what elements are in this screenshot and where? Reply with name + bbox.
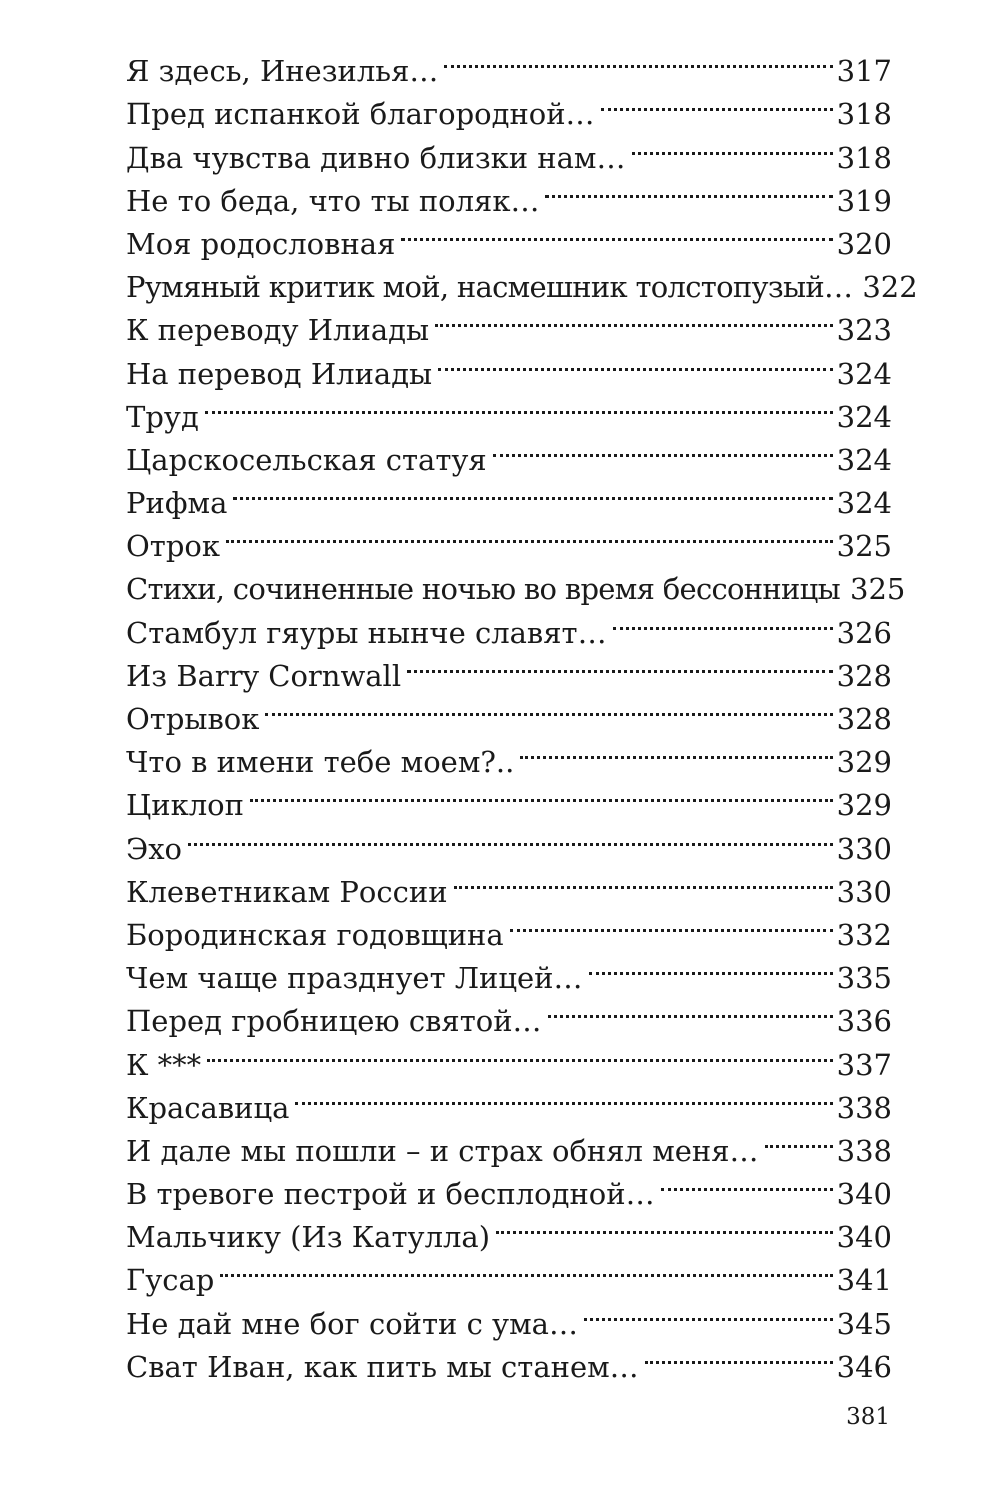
toc-entry-title: Бородинская годовщина <box>126 917 504 952</box>
dot-leader <box>265 686 832 729</box>
toc-entry-page: 335 <box>836 961 892 996</box>
toc-entry-page: 329 <box>836 788 892 823</box>
dot-leader <box>765 1118 833 1161</box>
dot-leader <box>454 859 833 902</box>
toc-entry-title: Рифма <box>126 486 228 521</box>
dot-leader <box>226 513 833 556</box>
toc-entry-title: Эхо <box>126 831 183 866</box>
dot-leader <box>407 643 833 686</box>
dot-leader <box>645 1334 833 1377</box>
toc-entry-page: 336 <box>836 1004 892 1039</box>
dot-leader <box>496 1204 833 1247</box>
dot-leader <box>548 988 833 1031</box>
dot-leader <box>207 1031 832 1074</box>
dot-leader <box>250 772 833 815</box>
toc-entry-title: Гусар <box>126 1263 215 1298</box>
dot-leader <box>632 124 833 167</box>
toc-entry <box>126 1031 892 1082</box>
toc-entry-page: 325 <box>850 572 906 607</box>
toc-entry-title: Красавица <box>126 1090 290 1125</box>
dot-leader <box>188 815 833 858</box>
toc-entry-title: К *** <box>126 1047 202 1082</box>
dot-leader <box>520 729 832 772</box>
toc-entry-page: 330 <box>836 831 892 866</box>
toc-entry-title: Клеветникам России <box>126 874 448 909</box>
toc-entry <box>126 384 892 434</box>
toc-entry-page: 337 <box>836 1047 892 1082</box>
toc-entry-title: Отрывок <box>126 702 260 736</box>
toc-entry-title: Перед гробницею святой… <box>126 1004 542 1039</box>
dot-leader <box>601 81 833 124</box>
toc-entry <box>126 1247 892 1298</box>
dot-leader <box>589 945 833 988</box>
toc-entry-page: 323 <box>836 313 892 348</box>
dot-leader <box>220 1247 832 1290</box>
toc-entry-page: 328 <box>836 702 892 736</box>
dot-leader <box>435 297 833 340</box>
dot-leader <box>401 211 832 254</box>
toc-entry-page: 338 <box>836 1090 892 1125</box>
toc-entry-title: Циклоп <box>126 788 244 823</box>
toc-entry-page: 326 <box>836 615 892 650</box>
toc-entry-title: Мальчику (Из Катулла) <box>126 1220 491 1255</box>
table-of-contents <box>126 38 918 1384</box>
toc-entry-page: 330 <box>836 874 892 909</box>
toc-entry-title: Я здесь, Инезилья… <box>126 54 439 89</box>
toc-entry-page: 322 <box>862 270 918 305</box>
toc-entry-page: 345 <box>836 1306 892 1341</box>
toc-entry-page: 346 <box>836 1349 892 1384</box>
toc-entry-title: Стамбул гяуры нынче славят… <box>126 615 607 650</box>
dot-leader <box>545 168 832 211</box>
toc-entry-page: 320 <box>836 226 892 261</box>
toc-entry-page: 340 <box>836 1220 892 1255</box>
toc-entry-page: 318 <box>836 97 892 132</box>
toc-entry-page: 324 <box>836 399 892 434</box>
toc-entry-page: 324 <box>836 486 892 521</box>
toc-entry-title: Что в имени тебе моем?.. <box>126 745 515 780</box>
toc-entry-title: Отрок <box>126 529 220 564</box>
toc-entry-title: На перевод Илиады <box>126 356 433 391</box>
dot-leader <box>295 1075 832 1118</box>
toc-entry-title: Труд <box>126 399 199 434</box>
toc-entry <box>126 1075 892 1125</box>
toc-entry-page: 325 <box>836 529 892 564</box>
toc-entry <box>126 556 906 607</box>
toc-entry <box>126 815 892 866</box>
toc-entry-title: Не дай мне бог сойти с ума… <box>126 1306 578 1341</box>
toc-entry-title: Из Barry Cornwall <box>126 658 402 693</box>
toc-entry-title: Сват Иван, как пить мы станем… <box>126 1349 639 1384</box>
dot-leader <box>584 1290 833 1333</box>
dot-leader <box>233 470 832 513</box>
toc-entry-title: Моя родословная <box>126 226 396 261</box>
toc-entry-page: 324 <box>836 442 892 477</box>
toc-entry-page: 319 <box>836 183 892 218</box>
toc-entry-title: Царскосельская статуя <box>126 442 487 477</box>
dot-leader <box>205 384 833 427</box>
dot-leader <box>493 427 833 470</box>
toc-entry-page: 338 <box>836 1133 892 1168</box>
toc-entry-title: Чем чаще празднует Лицей… <box>126 961 583 996</box>
toc-entry-page: 317 <box>836 54 892 89</box>
toc-entry-page: 340 <box>836 1177 892 1212</box>
toc-entry-page: 332 <box>836 917 892 952</box>
toc-entry-title: И дале мы пошли – и страх обнял меня… <box>126 1133 759 1168</box>
toc-entry <box>126 38 892 89</box>
toc-entry-title: В тревоге пестрой и бесплодной… <box>126 1177 655 1212</box>
toc-entry <box>126 470 892 521</box>
dot-leader <box>661 1161 833 1204</box>
toc-entry-page: 318 <box>836 140 892 175</box>
toc-entry-page: 328 <box>836 658 892 693</box>
toc-entry-title: Румяный критик мой, насмешник толстопузый… <box>126 270 853 305</box>
page-number: 381 <box>846 1404 890 1430</box>
toc-entry-title: Стихи, сочиненные ночью во время бессонницы <box>126 572 841 607</box>
toc-entry-title: Пред испанкой благородной… <box>126 97 595 132</box>
toc-entry-title: К переводу Илиады <box>126 313 430 348</box>
toc-entry-title: Не то беда, что ты поляк… <box>126 183 540 218</box>
dot-leader <box>510 902 833 945</box>
toc-entry <box>126 427 892 477</box>
toc-entry-page: 329 <box>836 745 892 780</box>
toc-entry-title: Два чувства дивно близки нам… <box>126 140 626 175</box>
toc-entry <box>126 859 892 909</box>
toc-entry <box>126 1290 892 1341</box>
dot-leader <box>613 599 833 642</box>
dot-leader <box>438 340 832 383</box>
dot-leader <box>444 38 832 81</box>
toc-entry-page: 341 <box>836 1263 892 1298</box>
toc-entry-page: 324 <box>836 356 892 391</box>
toc-entry <box>126 513 892 564</box>
